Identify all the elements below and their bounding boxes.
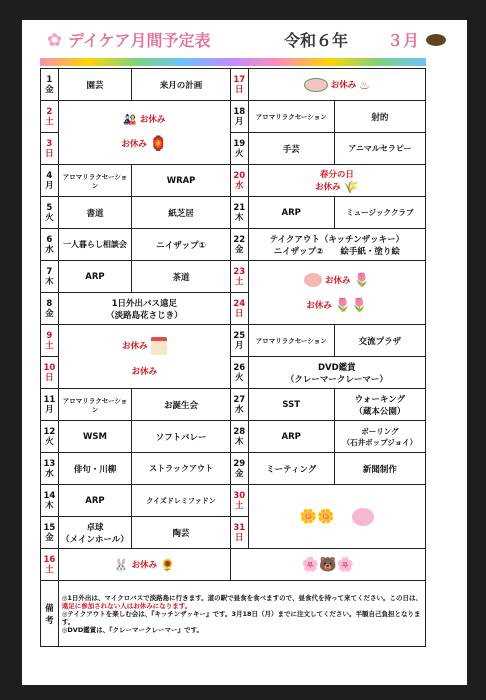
tulip-icon: 🌷 — [353, 272, 370, 288]
activity-pm: ニイザップ① — [132, 229, 231, 261]
activity-am: WSM — [58, 421, 131, 453]
holiday-cell: 🎎 お休み お休み 🏮 — [58, 101, 230, 165]
rabbit-icon: 🐰 — [113, 557, 129, 572]
table-row — [41, 549, 426, 581]
table-row — [41, 421, 426, 453]
activity-am: 卓球 （メインホール） — [58, 517, 131, 549]
day-cell: 9 土 — [41, 325, 59, 357]
day-cell: 14 木 — [41, 485, 59, 517]
tulip-icon: 🌷🌷 — [334, 297, 368, 313]
day-cell: 18 月 — [230, 101, 248, 133]
spring-picnic-icon: 🌸🐻🌸 — [301, 556, 355, 573]
holiday-image-cell — [248, 485, 425, 549]
dandelion-icon: 🌼🌼 — [299, 508, 335, 525]
sakura-mochi-icon — [304, 78, 328, 92]
day-cell: 16 土 — [41, 549, 59, 581]
era-year: 令和６年 — [284, 31, 349, 50]
hina-dolls-icon: 🎎 — [123, 113, 137, 126]
day-cell: 2 土 — [41, 101, 59, 133]
table-row — [41, 325, 426, 357]
activity-am: 一人暮らし相談会 — [58, 229, 131, 261]
day-cell: 29 金 — [230, 453, 248, 485]
table-row — [41, 389, 426, 421]
table-row — [41, 197, 426, 229]
activity-am: アロマリラクセーション — [58, 165, 131, 197]
activity-pm: 来月の計画 — [132, 69, 231, 101]
activity-am: アロマリラクセーション — [248, 325, 334, 357]
activity-am: アロマリラクセーション — [248, 101, 334, 133]
notes-text: ◎1日外出は、マイクロバスで淡路島に行きます。道の駅で昼食を食べますので、昼食代を持って来てください。この日は、遠足に参加されない人はお休みになります。 ◎テイクアウトを楽しむ会は、『キッチンザッキー』です。3月18日（月）までに注文してください。半額自己負担となります。 ◎DVD鑑賞は、『クレーマークレーマー』です。 — [58, 581, 425, 647]
activity-pm: 新聞制作 — [334, 453, 425, 485]
activity-am: 書道 — [58, 197, 131, 229]
day-cell: 13 水 — [41, 453, 59, 485]
activity-fullday: 1日外出バス遠足 （淡路島花さじき） — [58, 293, 230, 325]
table-row — [41, 261, 426, 293]
table-row — [41, 453, 426, 485]
day-cell: 7 木 — [41, 261, 59, 293]
page-header — [22, 24, 467, 60]
day-cell: 5 火 — [41, 197, 59, 229]
rice-cake-icon — [426, 34, 446, 46]
notes-label: 備考 — [41, 581, 59, 647]
day-cell: 10 日 — [41, 357, 59, 389]
cake-icon — [151, 337, 167, 355]
hina-decoration-icon: 🏮 — [149, 136, 168, 152]
day-cell: 31 日 — [230, 517, 248, 549]
activity-pm: クイズドレミファドン — [132, 485, 231, 517]
day-cell: 12 火 — [41, 421, 59, 453]
activity-fullday: DVD鑑賞 （クレーマークレーマー） — [248, 357, 425, 389]
activity-pm: 交流プラザ — [334, 325, 425, 357]
activity-am: 俳句・川柳 — [58, 453, 131, 485]
activity-pm: ウォーキング （蔵本公園） — [334, 389, 425, 421]
table-row — [41, 69, 426, 101]
activity-am: ARP — [58, 261, 131, 293]
pampas-grass-icon: 🌾 — [343, 179, 359, 194]
activity-am: ミーティング — [248, 453, 334, 485]
flower-icon: ✿ — [47, 30, 63, 51]
activity-pm: アニマルセラピー — [334, 133, 425, 165]
notes-row — [41, 581, 426, 647]
month-label: ３月 — [387, 31, 420, 50]
day-cell: 21 木 — [230, 197, 248, 229]
activity-pm: 陶芸 — [132, 517, 231, 549]
activity-fullday: テイクアウト（キッチンザッキー） ニイザップ② 絵手紙・塗り絵 — [248, 229, 425, 261]
activity-pm: 射的 — [334, 101, 425, 133]
holiday-cell: お休み お休み — [58, 325, 230, 389]
day-cell: 15 金 — [41, 517, 59, 549]
activity-pm: ストラックアウト — [132, 453, 231, 485]
flowers-icon: 🌻 — [160, 557, 176, 572]
holiday-cell: 春分の日 お休み 🌾 — [248, 165, 425, 197]
activity-am: ARP — [248, 421, 334, 453]
viewer-top-bar — [0, 0, 486, 20]
activity-pm: ソフトバレー — [132, 421, 231, 453]
table-row — [41, 101, 426, 133]
activity-am: SST — [248, 389, 334, 421]
activity-pm: 茶道 — [132, 261, 231, 293]
day-cell: 27 水 — [230, 389, 248, 421]
activity-am: 園芸 — [58, 69, 131, 101]
offering-icon: ♨ — [359, 77, 370, 92]
day-cell: 1 金 — [41, 69, 59, 101]
activity-am: アロマリラクセーション — [58, 389, 131, 421]
activity-am: 手芸 — [248, 133, 334, 165]
activity-pm: WRAP — [132, 165, 231, 197]
day-cell: 25 月 — [230, 325, 248, 357]
schedule-table — [40, 68, 426, 647]
holiday-cell: お休み 🌷 お休み 🌷🌷 — [248, 261, 425, 325]
day-cell: 22 金 — [230, 229, 248, 261]
table-row — [41, 165, 426, 197]
day-cell: 11 月 — [41, 389, 59, 421]
day-cell: 20 水 — [230, 165, 248, 197]
activity-am: ARP — [248, 197, 334, 229]
day-cell: 17 日 — [230, 69, 248, 101]
day-cell: 4 月 — [41, 165, 59, 197]
day-cell: 30 土 — [230, 485, 248, 517]
day-cell: 8 金 — [41, 293, 59, 325]
mochi-icon — [304, 273, 322, 287]
activity-pm: ミュージッククラブ — [334, 197, 425, 229]
activity-pm: お誕生会 — [132, 389, 231, 421]
day-cell: 23 土 — [230, 261, 248, 293]
cherry-tree-icon — [352, 508, 374, 526]
day-cell: 6 水 — [41, 229, 59, 261]
activity-pm: ボーリング （石井ボップジョイ） — [334, 421, 425, 453]
day-cell: 24 日 — [230, 293, 248, 325]
table-row — [41, 229, 426, 261]
day-cell: 3 日 — [41, 133, 59, 165]
decorative-strip — [40, 58, 426, 66]
activity-pm: 紙芝居 — [132, 197, 231, 229]
spring-illustration-cell — [230, 549, 425, 581]
activity-am: ARP — [58, 485, 131, 517]
page-title: デイケア月間予定表 — [68, 31, 211, 50]
table-row — [41, 485, 426, 517]
holiday-cell: 🐰 お休み 🌻 — [58, 549, 230, 581]
holiday-cell: お休み ♨ — [248, 69, 425, 101]
day-cell: 28 木 — [230, 421, 248, 453]
day-cell: 19 火 — [230, 133, 248, 165]
day-cell: 26 火 — [230, 357, 248, 389]
